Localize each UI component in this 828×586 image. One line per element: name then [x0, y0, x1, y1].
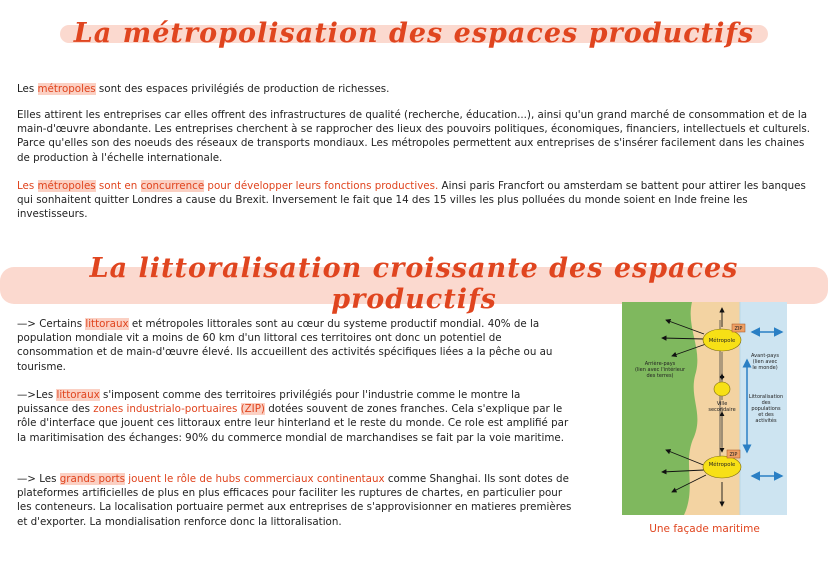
foreland-label-3: le monde)	[752, 365, 778, 371]
paragraph-2: Elles attirent les entreprises car elles offrent des infrastructures de qualité (recherche, éducation...), ainsi qu'un grand marché de consommation et de la main-d'œuvre abondante. Les entreprises cherchent à se rapprocher des lieux des pouvoirs politiques, économiques, financiers, intellectuels et culturels. Parce qu'elles son des noeuds des réseaux de transports mondiaux. Les métropoles permettent aux entreprises de s'insérer facilement dans les chaines de production à l'échelle internationale.	[17, 109, 811, 164]
highlight: métropoles	[37, 180, 96, 192]
red-text: zones industrialo-portuaires	[93, 403, 238, 416]
secondary-city	[714, 382, 730, 396]
foreland-label-1: Avant-pays	[751, 353, 779, 359]
maritime-facade-diagram	[622, 302, 787, 515]
section2-title: La littoralisation croissante des espaces productifs	[0, 253, 828, 315]
text: sont des espaces privilégiés de production de richesses.	[95, 83, 390, 95]
paragraph-1	[17, 82, 817, 96]
text: —> Les	[17, 473, 60, 485]
section1-title: La métropolisation des espaces productifs	[60, 18, 768, 49]
paragraph-6	[17, 472, 572, 529]
hinterland-label-1: Arrière-pays	[644, 361, 676, 367]
zip-1-label: ZIP	[734, 326, 743, 333]
hinterland-label-2: (lien avec l'intérieur	[634, 367, 686, 373]
text: Ainsi paris Francfort ou amsterdam se battent pour attirer les banques qui sonhaitent quitter Londres a cause du Brexit. Inversement le fait que 14 des 15 villes les plus polluées du monde soient en Inde freine les investisseurs.	[17, 180, 806, 221]
section1-title-wrap	[0, 18, 828, 49]
littoralisation-label-4: et des	[758, 412, 774, 418]
highlight: concurrence	[140, 180, 205, 192]
littoralisation-label-2: des	[761, 400, 771, 406]
littoralisation-label-1: Littoralisation	[748, 394, 784, 400]
text: s'imposent comme des territoires privilégiés pour l'industrie comme le montre la puissance des	[17, 389, 521, 416]
figure-caption: Une façade maritime	[649, 523, 760, 535]
text: sont en	[95, 180, 141, 192]
paragraph-3	[17, 179, 817, 222]
paragraph-5	[17, 388, 572, 445]
secondary-city-label-2: secondaire	[708, 407, 736, 413]
text: comme Shanghai. Ils sont dotes de plateformes artificielles de plus en plus efficaces pour faciliter les ruptures de chartes, en particulier pour les conteneurs. La localisation portuaire permet aux entreprises de s'approvisionner en matieres premières et d'exporter. La mondialisation renforce donc la littoralisation.	[17, 473, 572, 528]
text: Les	[17, 180, 38, 192]
text: —> Certains	[17, 318, 86, 330]
metropole-2-label: Métropole	[708, 462, 736, 468]
highlight: (ZIP)	[240, 403, 265, 416]
text: pour développer leurs fonctions productives.	[204, 180, 439, 192]
littoralisation-label-5: activités	[755, 418, 777, 424]
foreland-label-2: (lien avec	[752, 359, 778, 365]
text: dotées souvent de zones franches. Cela s'explique par le rôle d'interface que jouent ces littoraux entre leur hinterland et le reste du monde. Ce role est amplifié par la maritimisation des échanges: 90% du commerce mondial de marchandises se fait par la voie maritime.	[17, 403, 569, 444]
metropole-1-label: Métropole	[708, 338, 736, 344]
secondary-city-label-1: Ville	[716, 401, 728, 407]
zip-2-label: ZIP	[729, 452, 738, 459]
highlight: littoraux	[85, 318, 129, 330]
paragraph-4	[17, 317, 572, 374]
hinterland-label-3: des terres)	[646, 373, 674, 379]
littoralisation-label-3: populations	[751, 406, 781, 412]
highlight: métropoles	[37, 83, 96, 95]
text: et métropoles littorales sont au cœur du systeme productif mondial. 40% de la population mondiale vit a moins de 60 km d'un littoral ces territoires ont donc un potentiel de consommation et de main-d'œuvre élevé. Ils accueillent des activités spécifiques liées a la pêche ou au tourisme.	[17, 318, 553, 373]
highlight: littoraux	[56, 389, 100, 401]
text: Les	[17, 83, 38, 95]
text: —>Les	[17, 389, 57, 401]
highlight: grands ports	[59, 473, 125, 485]
red-text: jouent le rôle de hubs commerciaux continentaux	[125, 473, 385, 485]
